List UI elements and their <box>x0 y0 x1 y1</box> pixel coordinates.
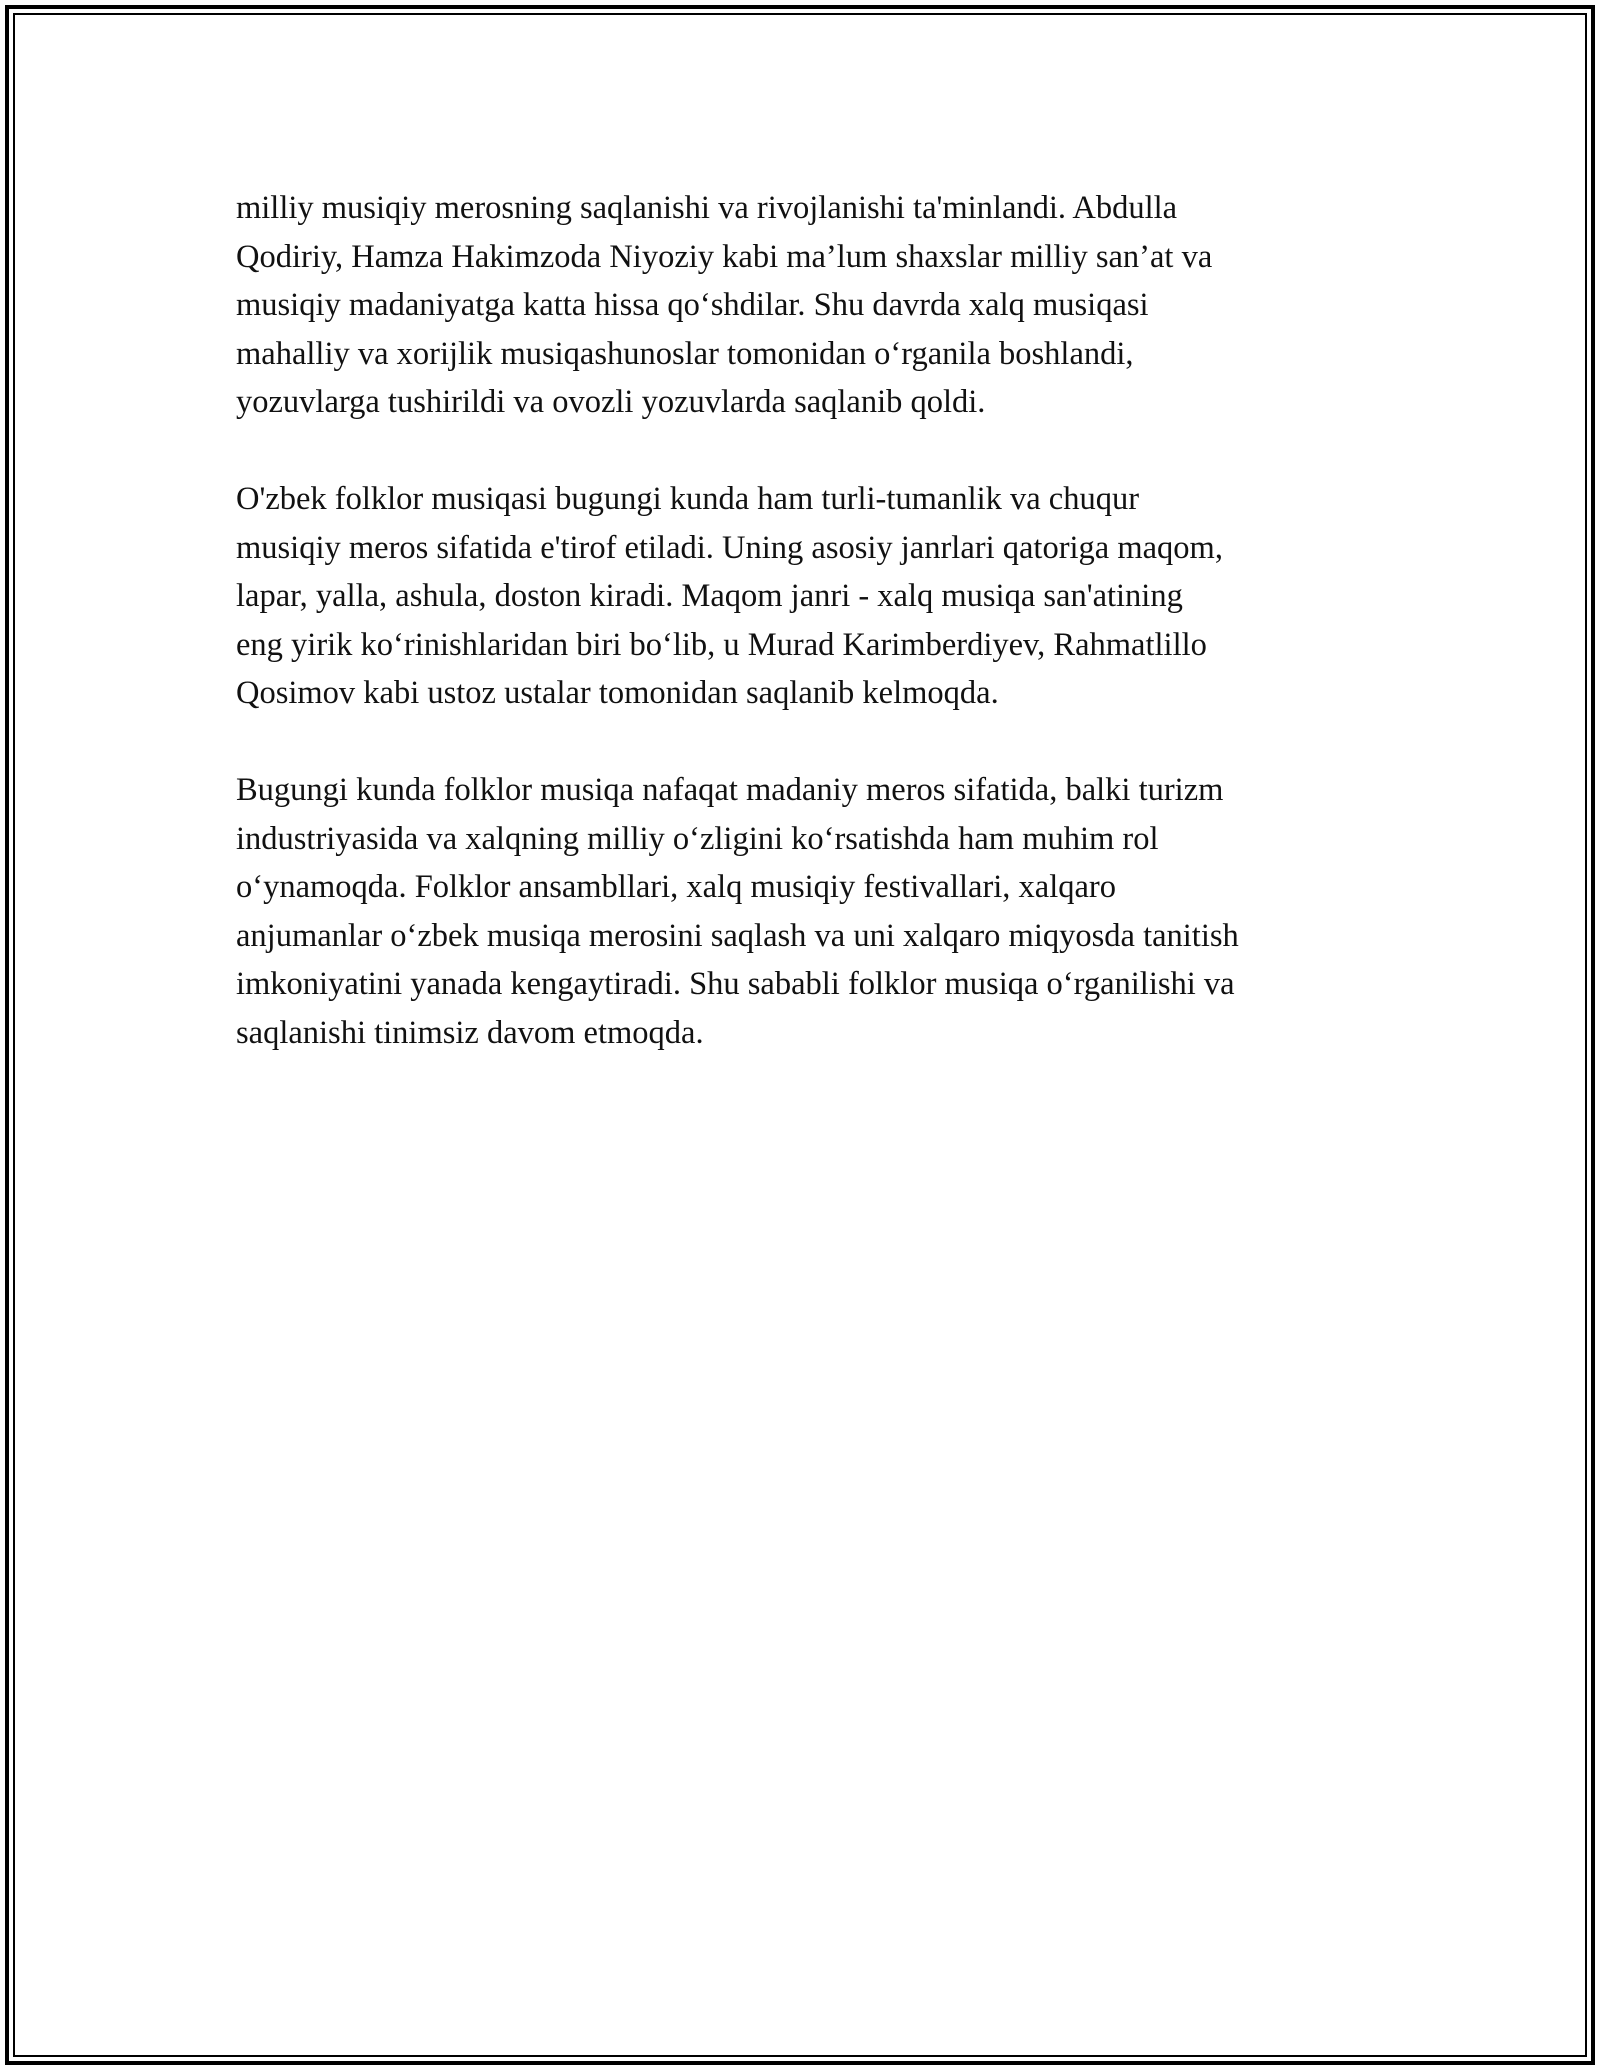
paragraph-1: milliy musiqiy merosning saqlanishi va rivojlanishi ta'minlandi. Abdulla Qodiriy, Hamza Hakimzoda Niyoziy kabi ma’lum shaxslar milliy san’at va musiqiy madaniyatga katta hissa qo‘shdilar. Shu davrda xalq musiqasi mahalliy va xorijlik musiqashunoslar tomonidan o‘rganila boshlandi, yozuvlarga tushirildi va ovozli yozuvlarda saqlanib qoldi. <box>236 190 1213 420</box>
paragraph-2: O'zbek folklor musiqasi bugungi kunda ham turli-tumanlik va chuqur musiqiy meros sifatida e'tirof etiladi. Uning asosiy janrlari qatoriga maqom, lapar, yalla, ashula, doston kiradi. Maqom janri - xalq musiqa san'atining eng yirik ko‘rinishlaridan biri bo‘lib, u Murad Karimberdiyev, Rahmatlillo Qosimov kabi ustoz ustalar tomonidan saqlanib kelmoqda. <box>236 481 1223 711</box>
document-body <box>236 184 1384 1057</box>
paragraph-3: Bugungi kunda folklor musiqa nafaqat madaniy meros sifatida, balki turizm industriyasida va xalqning milliy o‘zligini ko‘rsatishda ham muhim rol o‘ynamoqda. Folklor ansambllari, xalq musiqiy festivallari, xalqaro anjumanlar o‘zbek musiqa merosini saqlash va uni xalqaro miqyosda tanitish imkoniyatini yanada kengaytiradi. Shu sababli folklor musiqa o‘rganilishi va saqlanishi tinimsiz davom etmoqda. <box>236 772 1239 1051</box>
